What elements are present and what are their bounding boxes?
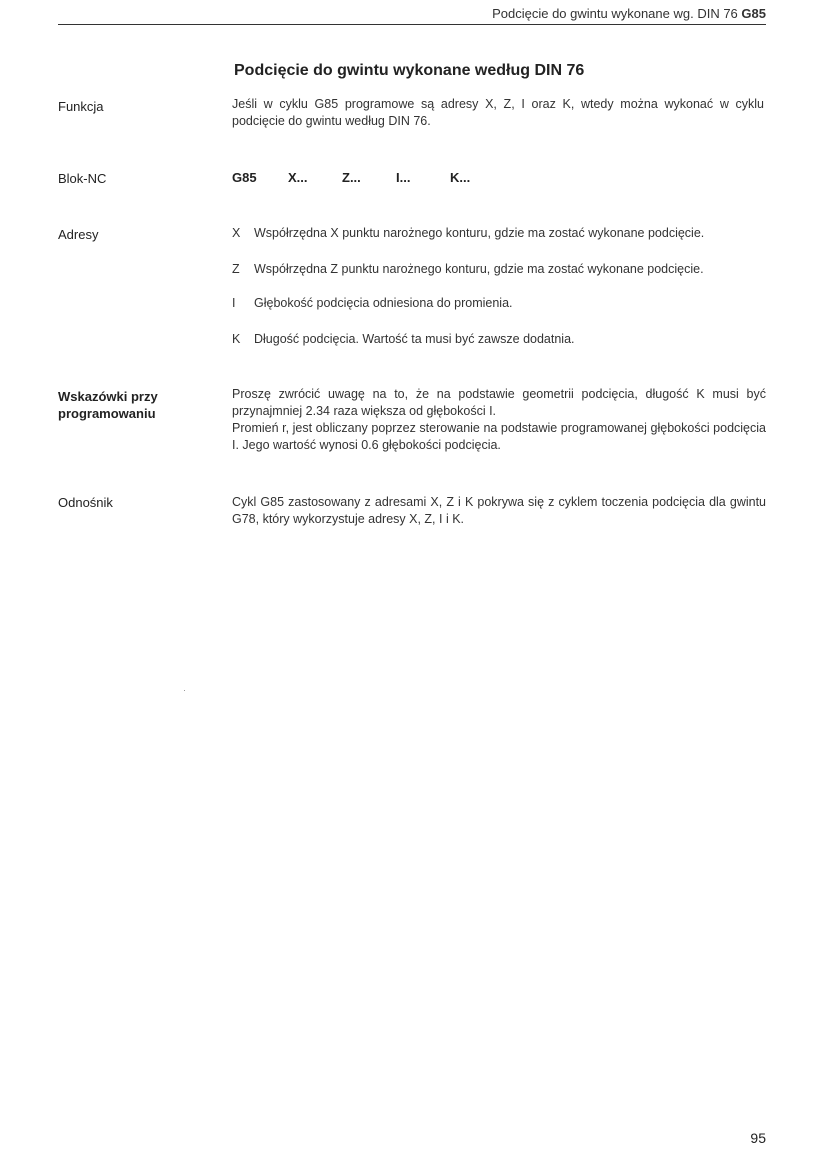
address-text: Głębokość podcięcia odniesiona do promienia.: [254, 296, 513, 310]
page-title: Podcięcie do gwintu wykonane według DIN 76: [234, 62, 585, 79]
address-item: [232, 226, 704, 240]
address-letter: I: [232, 296, 236, 310]
address-letter: Z: [232, 262, 240, 276]
speck: [184, 690, 185, 691]
wskazowki-label-line2: programowaniu: [58, 406, 156, 421]
address-letter: K: [232, 332, 241, 346]
nc-part-z: Z...: [342, 170, 361, 185]
nc-part-k: K...: [450, 170, 471, 185]
address-item: [232, 262, 704, 276]
adresy-label: Adresy: [58, 227, 99, 242]
wskazowki-paragraph-1: Proszę zwrócić uwagę na to, że na podstawie geometrii podcięcia, długość K musi być przynajmniej 2.34 raza większa od głębokości I.: [232, 387, 766, 418]
nc-part-x: X...: [288, 170, 308, 185]
address-item: [232, 332, 575, 346]
header-code: G85: [741, 6, 766, 21]
page-number: 95: [750, 1130, 766, 1146]
odnosnik-text: Cykl G85 zastosowany z adresami X, Z i K pokrywa się z cyklem toczenia podcięcia dla gwintu G78, który wykorzystuje adresy X, Z, I i K.: [232, 495, 766, 526]
wskazowki-text: [232, 386, 766, 454]
wskazowki-paragraph-2: Promień r, jest obliczany poprzez sterowanie na podstawie programowanej głębokości podcięcia I. Jego wartość wynosi 0.6 głębokości podcięcia.: [232, 421, 766, 452]
header-rule: [58, 24, 766, 25]
address-text: Długość podcięcia. Wartość ta musi być zawsze dodatnia.: [254, 332, 575, 346]
header-text: [492, 6, 766, 21]
odnosnik-label: Odnośnik: [58, 495, 113, 510]
wskazowki-label-line1: Wskazówki przy: [58, 389, 158, 404]
address-text: Współrzędna X punktu narożnego konturu, gdzie ma zostać wykonane podcięcie.: [254, 226, 705, 240]
address-letter: X: [232, 226, 241, 240]
funkcja-label: Funkcja: [58, 99, 104, 114]
nc-part-i: I...: [396, 170, 411, 185]
funkcja-text: Jeśli w cyklu G85 programowe są adresy X, Z, I oraz K, wtedy można wykonać w cyklu podcięcie do gwintu według DIN 76.: [232, 97, 764, 128]
address-item: [232, 296, 513, 310]
address-text: Współrzędna Z punktu narożnego konturu, gdzie ma zostać wykonane podcięcie.: [254, 262, 704, 276]
header-title: Podcięcie do gwintu wykonane wg. DIN 76: [492, 6, 738, 21]
blok-nc-label: Blok-NC: [58, 171, 107, 186]
nc-part-g: G85: [232, 170, 257, 185]
wskazowki-label: [58, 388, 158, 422]
